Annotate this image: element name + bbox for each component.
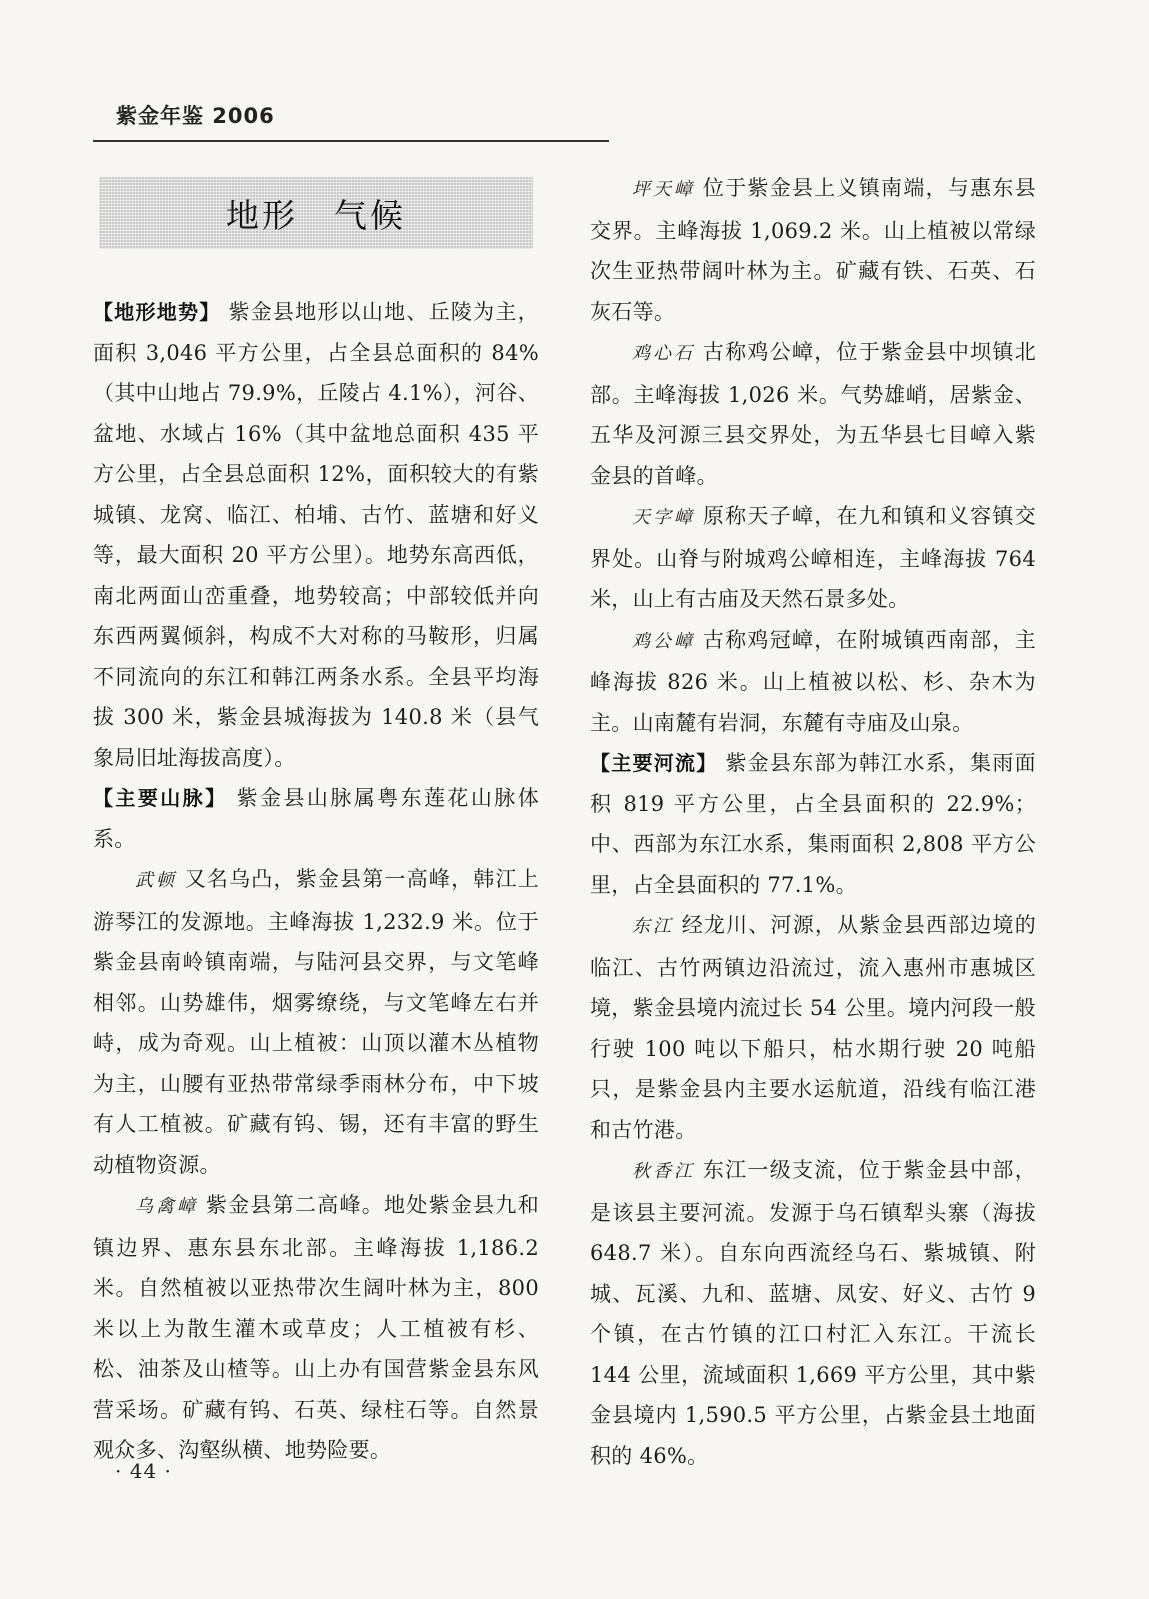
jigongzhang-text: 古称鸡冠嶂，在附城镇西南部，主峰海拔 826 米。山上植被以松、杉、杂木为主。山南麓有岩洞，东麓有寺庙及山泉。 xyxy=(590,627,1036,735)
right-column xyxy=(590,168,1036,1476)
wudun-paragraph xyxy=(93,859,539,1185)
jixinshi-paragraph xyxy=(590,332,1036,496)
terrain-paragraph xyxy=(93,292,539,778)
qiuxiangjiang-text: 东江一级支流，位于紫金县中部，是该县主要河流。发源于乌石镇犁头寨（海拔 648.7 米）。自东向西流经乌石、紫城镇、附城、瓦溪、九和、蓝塘、凤安、好义、古竹 9 个镇，在古竹镇的江口村汇入东江。干流长 144 公里，流域面积 1,669 平方公里，其中紫金县境内 1,590.5 平方公里，占紫金县土地面积的 46%。 xyxy=(590,1158,1036,1468)
tianzizhang-term: 天字嶂 xyxy=(632,507,695,528)
rivers-text: 紫金县东部为韩江水系，集雨面积 819 平方公里，占全县面积的 22.9%；中、西部为东江水系，集雨面积 2,808 平方公里，占全县面积的 77.1%。 xyxy=(590,751,1036,897)
dongjiang-paragraph xyxy=(590,905,1036,1150)
running-title: 紫金年鉴 2006 xyxy=(116,104,275,128)
mountains-text: 紫金县山脉属粤东莲花山脉体系。 xyxy=(93,786,539,851)
dongjiang-text: 经龙川、河源，从紫金县西部边境的临江、古竹两镇边沿流过，流入惠州市惠城区境，紫金县境内流过长 54 公里。境内河段一般行驶 100 吨以下船只，枯水期行驶 20 吨船只，是紫金县内主要水运航道，沿线有临江港和古竹港。 xyxy=(590,913,1037,1142)
header-rule xyxy=(93,140,609,142)
mountains-paragraph xyxy=(93,778,539,859)
jigongzhang-paragraph xyxy=(590,620,1036,744)
page-number: · 44 · xyxy=(115,1459,172,1483)
pingtianzhang-term: 坪天嶂 xyxy=(632,179,695,200)
section-title: 地形 气候 xyxy=(226,195,406,235)
qiuxiangjiang-paragraph xyxy=(590,1150,1036,1476)
jigongzhang-term: 鸡公嶂 xyxy=(632,630,695,652)
tianzizhang-text: 原称天子嶂，在九和镇和义容镇交界处。山脊与附城鸡公嶂相连，主峰海拔 764 米，山上有古庙及天然石景多处。 xyxy=(590,504,1036,611)
terrain-heading: 【地形地势】 xyxy=(93,300,221,324)
wudun-term: 武顿 xyxy=(135,870,177,891)
wuqinzhang-text: 紫金县第二高峰。地处紫金县九和镇边界、惠东县东北部。主峰海拔 1,186.2 米。自然植被以亚热带次生阔叶林为主，800 米以上为散生灌木或草皮；人工植被有杉、松、油茶及山楂等。山上办有国营紫金县东风营采场。矿藏有钨、石英、绿柱石等。自然景观众多、沟壑纵横、地势险要。 xyxy=(93,1193,539,1462)
wudun-text: 又名乌凸，紫金县第一高峰，韩江上游琴江的发源地。主峰海拔 1,232.9 米。位于紫金县南岭镇南端，与陆河县交界，与文笔峰相邻。山势雄伟，烟雾缭绕，与文笔峰左右并峙，成为奇观。山上植被：山顶以灌木丛植物为主，山腰有亚热带常绿季雨林分布，中下坡有人工植被。矿藏有钨、锡，还有丰富的野生动植物资源。 xyxy=(93,867,540,1177)
qiuxiangjiang-term: 秋香江 xyxy=(632,1161,695,1182)
rivers-paragraph xyxy=(590,743,1036,905)
section-banner xyxy=(99,177,533,249)
pingtianzhang-text: 位于紫金县上义镇南端，与惠东县交界。主峰海拔 1,069.2 米。山上植被以常绿次生亚热带阔叶林为主。矿藏有铁、石英、石灰石等。 xyxy=(590,176,1036,324)
mountains-heading: 【主要山脉】 xyxy=(93,786,228,810)
dongjiang-term: 东江 xyxy=(632,916,674,937)
terrain-text: 紫金县地形以山地、丘陵为主，面积 3,046 平方公里，占全县总面积的 84%（其中山地占 79.9%，丘陵占 4.1%），河谷、盆地、水域占 16%（其中盆地总面积 435 平方公里，占全县总面积 12%，面积较大的有紫城镇、龙窝、临江、柏埔、古竹、蓝塘和好义等，最大面积 20 平方公里）。地势东高西低，南北两面山峦重叠，地势较高；中部较低并向东西两翼倾斜，构成不大对称的马鞍形，归属不同流向的东江和韩江两条水系。全县平均海拔 300 米，紫金县城海拔为 140.8 米（县气象局旧址海拔高度）。 xyxy=(93,300,539,770)
rivers-heading: 【主要河流】 xyxy=(590,751,718,775)
left-column xyxy=(93,292,539,1471)
wuqinzhang-term: 乌禽嶂 xyxy=(135,1196,198,1217)
pingtianzhang-paragraph xyxy=(590,168,1036,332)
tianzizhang-paragraph xyxy=(590,496,1036,620)
wuqinzhang-paragraph xyxy=(93,1185,539,1471)
jixinshi-term: 鸡心石 xyxy=(632,343,695,364)
jixinshi-text: 古称鸡公嶂，位于紫金县中坝镇北部。主峰海拔 1,026 米。气势雄峭，居紫金、五华及河源三县交界处，为五华县七目嶂入紫金县的首峰。 xyxy=(590,340,1036,488)
